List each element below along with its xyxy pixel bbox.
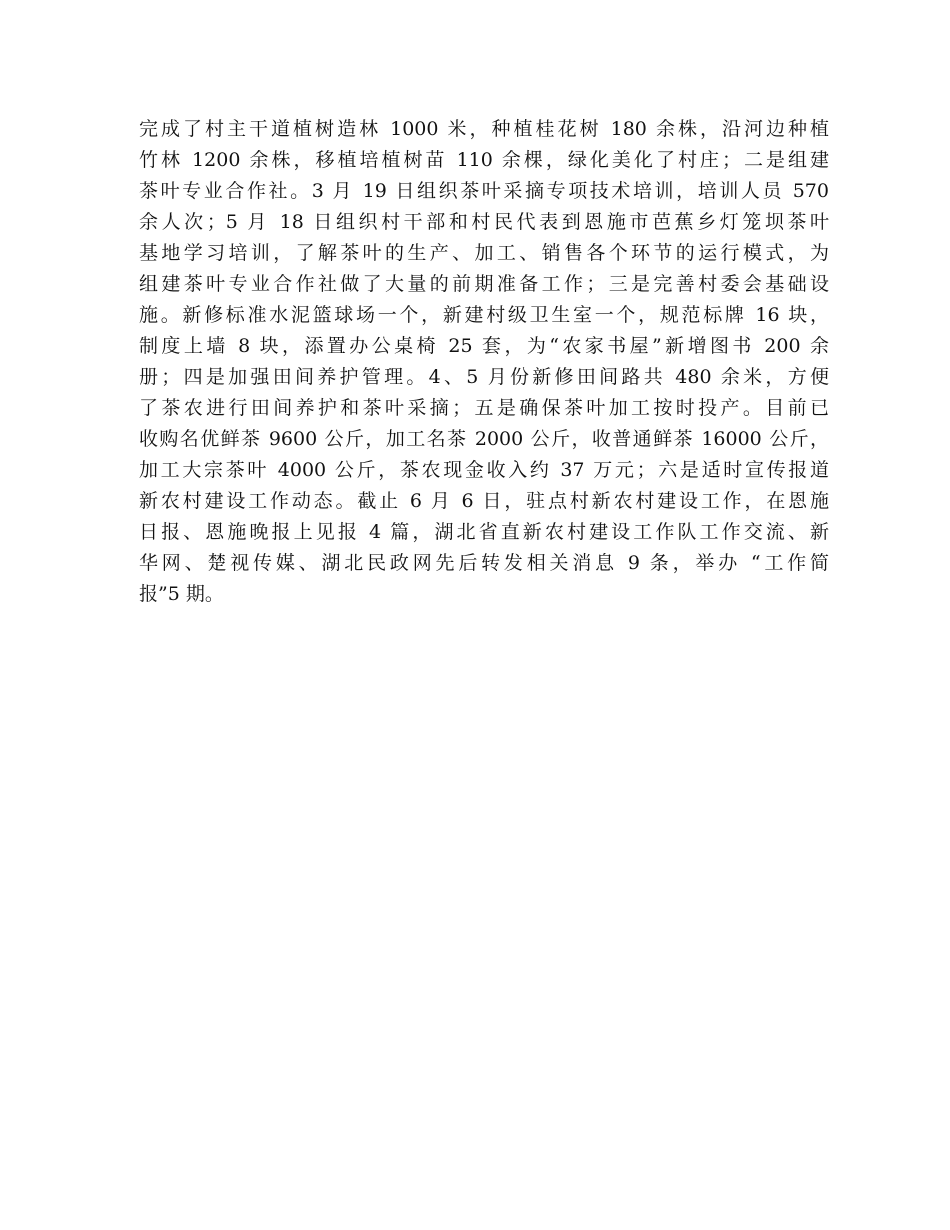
paragraph-line: 制度上墙 8 块，添置办公桌椅 25 套，为“农家书屋”新增图书 200 余 <box>139 335 829 357</box>
paragraph-line: 余人次；5 月 18 日组织村干部和村民代表到恩施市芭蕉乡灯笼坝茶叶 <box>139 211 829 233</box>
paragraph-line: 新农村建设工作动态。截止 6 月 6 日，驻点村新农村建设工作，在恩施 <box>139 490 829 512</box>
paragraph-line: 收购名优鲜茶 9600 公斤，加工名茶 2000 公斤，收普通鲜茶 16000 公斤， <box>139 428 829 450</box>
paragraph-line: 册；四是加强田间养护管理。4、5 月份新修田间路共 480 余米，方便 <box>139 366 829 388</box>
paragraph-line: 基地学习培训，了解茶叶的生产、加工、销售各个环节的运行模式，为 <box>139 242 829 264</box>
paragraph-line: 茶叶专业合作社。3 月 19 日组织茶叶采摘专项技术培训，培训人员 570 <box>139 180 829 202</box>
paragraph-line: 日报、恩施晚报上见报 4 篇，湖北省直新农村建设工作队工作交流、新 <box>139 521 829 543</box>
paragraph-line: 竹林 1200 余株，移植培植树苗 110 余棵，绿化美化了村庄；二是组建 <box>139 149 829 171</box>
paragraph-line: 华网、楚视传媒、湖北民政网先后转发相关消息 9 条，举办 “工作简 <box>139 552 829 574</box>
paragraph-line: 组建茶叶专业合作社做了大量的前期准备工作；三是完善村委会基础设 <box>139 273 829 295</box>
paragraph-line: 加工大宗茶叶 4000 公斤，茶农现金收入约 37 万元；六是适时宣传报道 <box>139 459 829 481</box>
body-paragraph <box>139 114 829 610</box>
paragraph-line: 完成了村主干道植树造林 1000 米，种植桂花树 180 余株，沿河边种植 <box>139 118 829 140</box>
paragraph-line-last: 报”5 期。 <box>139 583 224 605</box>
paragraph-line: 了茶农进行田间养护和茶叶采摘；五是确保茶叶加工按时投产。目前已 <box>139 397 829 419</box>
paragraph-line: 施。新修标准水泥篮球场一个，新建村级卫生室一个，规范标牌 16 块， <box>139 304 829 326</box>
